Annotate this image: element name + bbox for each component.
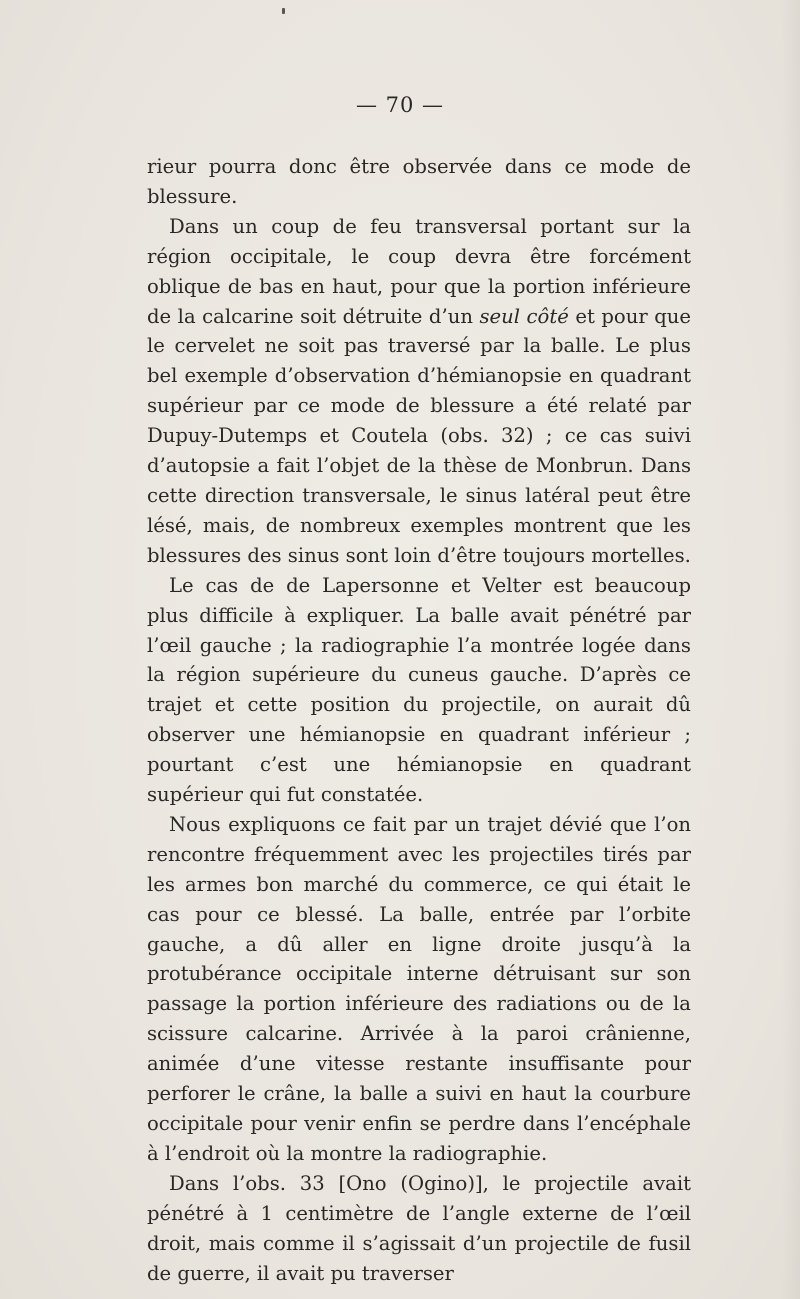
paragraph-1-text: rieur pourra donc être observée dans ce mode de blessure. — [147, 155, 691, 208]
paragraph-2-italic: seul côté — [479, 304, 569, 328]
paragraph-4-text: Nous expliquons ce fait par un trajet dévié que l’on rencontre fréquemment avec les projectiles tirés par les armes bon marché du commerce, ce qui était le cas pour ce blessé. La balle, entrée par l’orbite gauche, a dû aller en ligne droite jusqu’à la protubérance occipitale interne détruisant sur son passage la portion inférieure des radiations ou de la scissure calcarine. Arrivée à la paroi crânienne, animée d’une vitesse restante insuffisante pour perforer le crâne, la balle a suivi en haut la courbure occipitale pour venir enfin se perdre dans l’encéphale à l’endroit où la montre la radiographie. — [147, 812, 691, 1165]
ink-mark — [282, 8, 285, 14]
paragraph-2-text-a: Dans un coup de feu transversal portant sur la région occipitale, le coup devra être forcément oblique de bas en haut, pour que la portion inférieure de la calcarine soit détruite d’un — [147, 214, 691, 328]
paragraph-5-text: Dans l’obs. 33 [Ono (Ogino)], le projectile avait pénétré à 1 centimètre de l’angle externe de l’œil droit, mais comme il s’agissait d’un projectile de fusil de guerre, il avait pu traverser — [147, 1171, 691, 1285]
paragraph-2 — [147, 212, 691, 571]
paragraph-5 — [147, 1169, 691, 1289]
paragraph-1 — [147, 152, 691, 212]
paragraph-2-text-b: et pour que le cervelet ne soit pas traversé par la balle. Le plus bel exemple d’observation d’hémianopsie en quadrant supérieur par ce mode de blessure a été relaté par Dupuy-Dutemps et Coutela (obs. 32) ; ce cas suivi d’autopsie a fait l’objet de la thèse de Monbrun. Dans cette direction transversale, le sinus latéral peut être lésé, mais, de nombreux exemples montrent que les blessures des sinus sont loin d’être toujours mortelles. — [147, 304, 691, 567]
paragraph-3-text: Le cas de de Lapersonne et Velter est beaucoup plus difficile à expliquer. La balle avait pénétré par l’œil gauche ; la radiographie l’a montrée logée dans la région supérieure du cuneus gauche. D’après ce trajet et cette position du projectile, on aurait dû observer une hémianopsie en quadrant inférieur ; pourtant c’est une hémianopsie en quadrant supérieur qui fut constatée. — [147, 573, 691, 807]
body-text — [147, 152, 691, 1288]
page-edge-shadow — [782, 0, 800, 1299]
paragraph-3 — [147, 571, 691, 810]
paragraph-4 — [147, 810, 691, 1169]
page-number: — 70 — — [355, 93, 445, 117]
